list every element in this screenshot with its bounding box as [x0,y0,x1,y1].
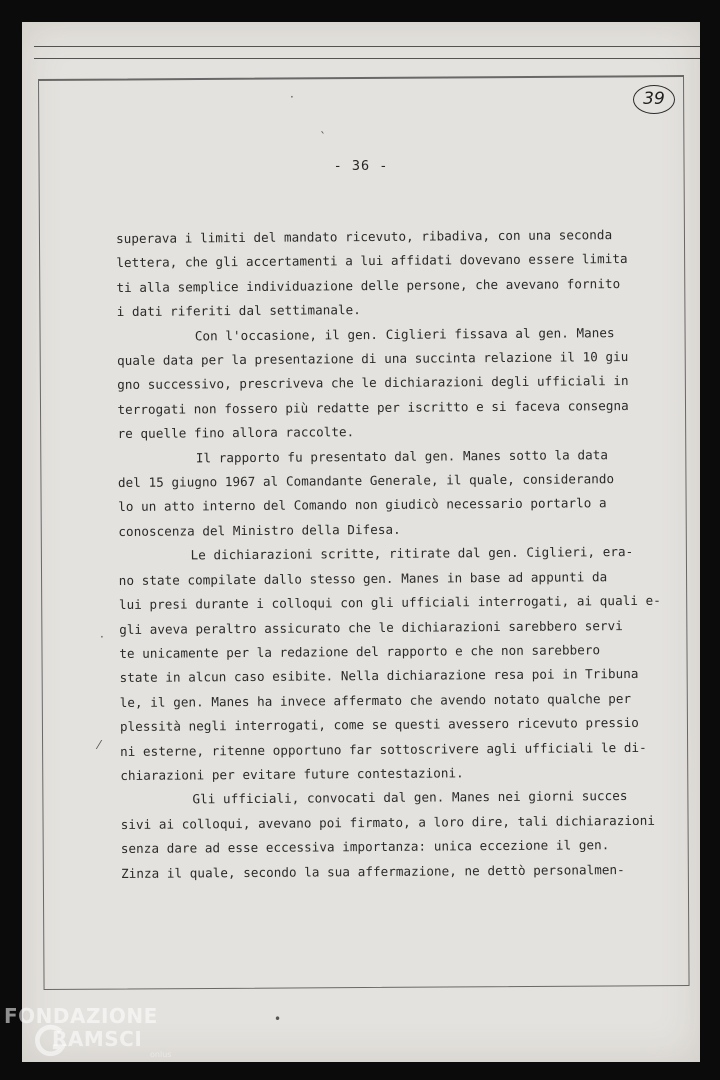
page-number: - 36 - [333,158,389,174]
paragraph-start-line: Le dichiarazioni scritte, ritirate dal gen. Ciglieri, era- [190,544,634,563]
text-line: no state compilate dallo stesso gen. Manes in base ad appunti da [118,568,608,588]
text-line: chiarazioni per evitare future contestazioni. [120,765,464,783]
text-line: quale data per la presentazione di una succinta relazione il 10 giu [116,349,629,369]
text-line: ni esterne, ritenne opportuno far sottoscrivere agli ufficiali le di- [120,739,647,759]
margin-mark: · [100,630,104,644]
stray-mark: ˋ [320,130,326,144]
text-line: le, il gen. Manes ha invece affermato che avendo notato qualche per [119,690,632,710]
text-line: lui presi durante i colloqui con gli ufficiali interrogati, ai quali e- [118,592,661,613]
text-line: gli aveva peraltro assicurato che le dichiarazioni sarebbero servi [119,617,623,637]
text-line: state in alcun caso esibite. Nella dichiarazione resa poi in Tribuna [119,666,639,686]
margin-mark: ⁄ [98,738,101,752]
top-rule [34,46,700,47]
text-line: senza dare ad esse eccessiva importanza: unica eccezione il gen. [120,837,610,857]
watermark-line2: RAMSCI [52,1027,143,1051]
fondazione-gramsci-watermark [4,1000,194,1075]
text-line: superava i limiti del mandato ricevuto, ribadiva, con una seconda [116,227,613,246]
archive-page-number: 39 [633,85,675,114]
top-rule-secondary [34,58,700,59]
text-line: plessità negli interrogati, come se questi avessero ricevuto pressio [119,715,639,735]
text-line: gno successivo, prescriveva che le dichiarazioni degli ufficiali in [117,373,629,393]
text-line: del 15 giugno 1967 al Comandante Generale, il quale, considerando [117,471,615,491]
text-line: re quelle fino allora raccolte. [117,424,355,442]
text-line: lettera, che gli accertamenti a lui affidati dovevano essere limita [116,251,628,271]
text-line: i dati riferiti dal settimanale. [116,302,361,320]
body-text [116,223,661,886]
paragraph-start-line: Il rapporto fu presentato dal gen. Manes sotto la data [195,446,608,466]
document-page [22,22,700,1062]
paragraph-start-line: Con l'occasione, il gen. Ciglieri fissava al gen. Manes [194,324,615,344]
text-line: terrogati non fossero più redatte per iscritto e si faceva consegna [117,397,629,417]
paragraph-start-line: Gli ufficiali, convocati dal gen. Manes nei giorni succes [192,788,628,807]
text-line: ti alla semplice individuazione delle persone, che avevano fornito [116,275,621,295]
text-line: Zinza il quale, secondo la sua affermazione, ne dettò personalmen- [121,861,625,881]
watermark-line1: FONDAZIONE [4,1004,158,1028]
text-line: te unicamente per la redazione del rapporto e che non sarebbero [119,642,601,661]
stray-mark: · [290,90,294,104]
text-line: sivi ai colloqui, avevano poi firmato, a loro dire, tali dichiarazioni [120,812,655,832]
stray-mark: • [274,1012,282,1026]
text-line: lo un atto interno del Comando non giudicò necessario portarlo a [118,495,607,515]
watermark-suffix: onlus [150,1050,172,1059]
text-line: conoscenza del Ministro della Difesa. [118,521,401,539]
